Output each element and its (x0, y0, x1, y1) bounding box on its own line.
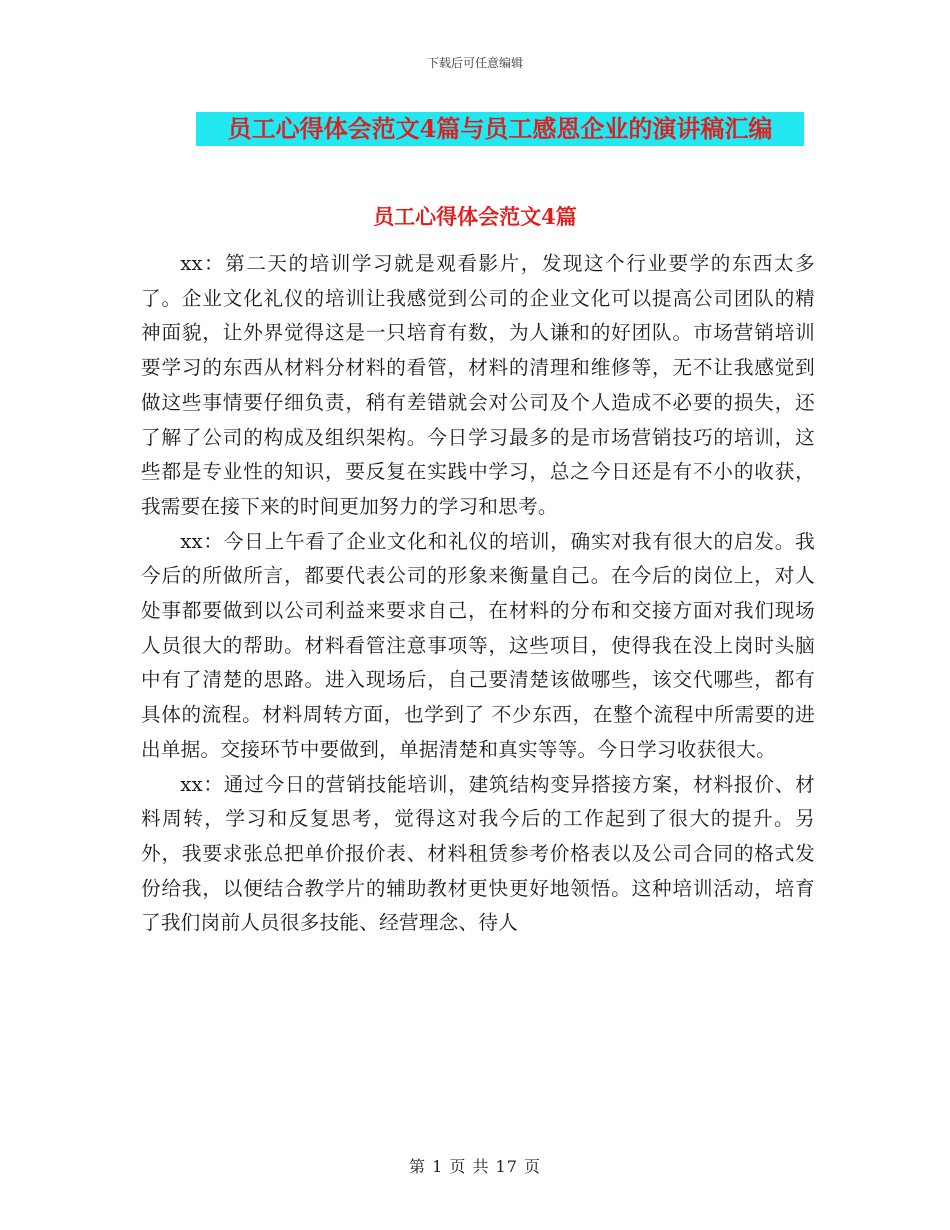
paragraph-2: xx：今日上午看了企业文化和礼仪的培训，确实对我有很大的启发。我今后的所做所言，都要代表公司的形象来衡量自己。在今后的岗位上，对人处事都要做到以公司利益来要求自己，在材料的分布和交接方面对我们现场人员很大的帮助。材料看管注意事项等，这些项目，使得我在没上岗时头脑中有了清楚的思路。进入现场后，自己要清楚该做哪些，该交代哪些，都有具体的流程。材料周转方面，也学到了 不少东西，在整个流程中所需要的进出单据。交接环节中要做到，单据清楚和真实等等。今日学习收获很大。 (141, 529, 815, 761)
paragraph-1: xx：第二天的培训学习就是观看影片，发现这个行业要学的东西太多了。企业文化礼仪的培训让我感觉到公司的企业文化可以提高公司团队的精神面貌，让外界觉得这是一只培育有数，为人谦和的好团队。市场营销培训要学习的东西从材料分材料的看管，材料的清理和维修等，无不让我感觉到做这些事情要仔细负责，稍有差错就会对公司及个人造成不必要的损失，还了解了公司的构成及组织架构。今日学习最多的是市场营销技巧的培训，这些都是专业性的知识，要反复在实践中学习，总之今日还是有不小的收获，我需要在接下来的时间更加努力的学习和思考。 (141, 252, 815, 518)
body-text (141, 247, 815, 941)
section-title: 员工心得体会范文4篇 (373, 204, 577, 229)
page-number-footer: 第 1 页 共 17 页 (409, 1157, 541, 1176)
main-title: 员工心得体会范文4篇与员工感恩企业的演讲稿汇编 (227, 114, 773, 143)
header-note: 下载后可任意编辑 (426, 56, 523, 70)
paragraph-3: xx：通过今日的营销技能培训，建筑结构变异搭接方案，材料报价、材料周转，学习和反复思考，觉得这对我今后的工作起到了很大的提升。另外，我要求张总把单价报价表、材料租赁参考价格表以及公司合同的格式发份给我，以便结合教学片的辅助教材更快更好地领悟。这种培训活动，培育了我们岗前人员很多技能、经营理念、待人 (141, 772, 815, 935)
main-title-highlight (196, 112, 804, 146)
